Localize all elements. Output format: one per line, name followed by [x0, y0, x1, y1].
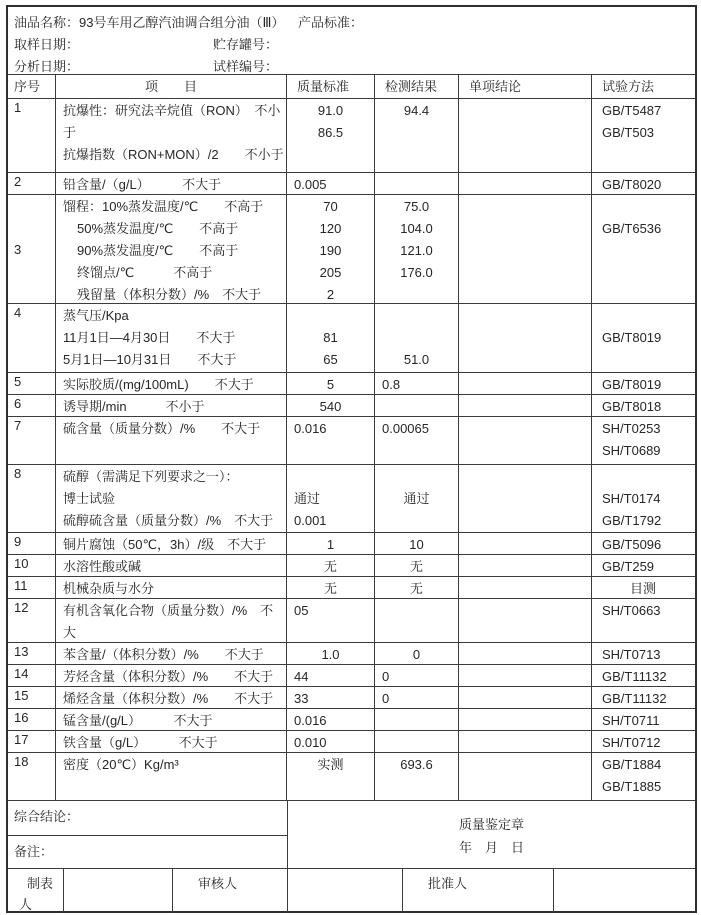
conclusion-cell — [458, 533, 591, 554]
conclusion-cell — [458, 687, 591, 708]
result-cell — [374, 533, 458, 554]
conclusion-cell — [458, 373, 591, 394]
sampling-date-label: 取样日期： — [14, 37, 80, 52]
approver-value — [553, 869, 695, 913]
item-cell — [55, 709, 286, 730]
method-cell — [591, 417, 694, 464]
result-cell — [374, 373, 458, 394]
cell-line: SH/T0253 — [602, 421, 661, 436]
conclusion-cell — [458, 195, 591, 303]
cell-line: GB/T259 — [602, 559, 655, 574]
cell-line: 205 — [319, 265, 342, 280]
approver-label: 批准人 — [402, 869, 553, 913]
cell-line: 0.8 — [382, 377, 401, 392]
serial-cell: 15 — [14, 688, 29, 703]
method-cell — [591, 731, 694, 752]
product-name: 油品名称：93号车用乙醇汽油调合组分油（Ⅲ） — [14, 15, 285, 30]
stamp-date: 年 月 日 — [458, 839, 524, 855]
cell-line — [375, 466, 458, 488]
cell-line: GB/T8018 — [602, 399, 662, 414]
cell-line: 无 — [323, 581, 337, 596]
cell-line: 0.005 — [294, 177, 327, 192]
serial-cell: 12 — [14, 600, 29, 615]
method-cell — [591, 665, 694, 686]
cell-line: 5月1日—10月31日 不大于 — [63, 352, 237, 367]
method-cell — [591, 687, 694, 708]
serial-cell: 4 — [14, 305, 22, 320]
cell-line: 通过 — [294, 491, 321, 506]
table-row — [8, 664, 695, 686]
results-table — [8, 74, 695, 800]
result-cell — [374, 304, 458, 372]
report-meta — [8, 7, 695, 74]
meta-row-3 — [8, 56, 695, 78]
cell-line: 实测 — [317, 757, 344, 772]
cell-line: 91.0 — [317, 103, 344, 118]
cell-line: 693.6 — [400, 757, 433, 772]
standard-cell — [286, 373, 374, 394]
table-row — [8, 642, 695, 664]
table-row — [8, 730, 695, 752]
result-cell — [374, 417, 458, 464]
conclusion-cell — [458, 731, 591, 752]
serial-cell: 7 — [14, 418, 22, 433]
cell-line: 馏程：10%蒸发温度/℃ 不高于 — [63, 199, 264, 214]
serial-cell: 8 — [14, 466, 22, 481]
standard-cell — [286, 173, 374, 194]
method-cell — [591, 395, 694, 416]
footer-summary-left — [8, 801, 287, 868]
conclusion-cell — [458, 173, 591, 194]
cell-line: GB/T11132 — [602, 669, 667, 684]
cell-line: 94.4 — [403, 103, 430, 118]
conclusion-cell — [458, 599, 591, 642]
table-row — [8, 532, 695, 554]
reviewer-value — [287, 869, 402, 913]
cell-line: 05 — [294, 603, 309, 618]
cell-line — [287, 466, 374, 488]
item-cell — [55, 665, 286, 686]
table-row — [8, 172, 695, 194]
cell-line: 90%蒸发温度/℃ 不高于 — [77, 243, 239, 258]
serial-cell: 10 — [14, 556, 29, 571]
conclusion-cell — [458, 643, 591, 664]
cell-line: 5 — [326, 377, 335, 392]
cell-line: SH/T0689 — [602, 443, 661, 458]
cell-line: 铜片腐蚀（50℃，3h）/级 不大于 — [63, 537, 267, 552]
item-cell — [55, 373, 286, 394]
stamp-title: 质量鉴定章 — [458, 816, 524, 832]
col-header-standard: 质量标准 — [286, 75, 374, 98]
col-header-serial: 序号 — [14, 79, 41, 94]
cell-line: 芳烃含量（体积分数）/% 不大于 — [63, 669, 274, 684]
cell-line: 抗爆指数（RON+MON）/2 不小于 — [63, 147, 284, 162]
cell-line: 0.001 — [294, 513, 327, 528]
table-row — [8, 554, 695, 576]
result-cell — [374, 753, 458, 800]
footer-summary — [8, 800, 695, 868]
cell-line: 120 — [319, 221, 342, 236]
serial-cell: 1 — [14, 100, 22, 115]
cell-line: GB/T11132 — [602, 691, 667, 706]
item-cell — [55, 304, 286, 372]
meta-row-1 — [8, 12, 695, 34]
cell-line: 博士试验 — [63, 491, 116, 506]
standard-cell — [286, 665, 374, 686]
method-cell — [591, 373, 694, 394]
table-row — [8, 194, 695, 303]
conclusion-cell — [458, 304, 591, 372]
cell-line: 铁含量（g/L） 不大于 — [63, 735, 218, 750]
method-cell — [591, 599, 694, 642]
method-cell — [591, 577, 694, 598]
cell-line: 实际胶质/(mg/100mL) 不大于 — [63, 377, 254, 392]
cell-line: 0.016 — [294, 421, 327, 436]
cell-line: 苯含量/（体积分数）/% 不大于 — [63, 647, 264, 662]
cell-line: 无 — [409, 581, 423, 596]
method-cell — [591, 709, 694, 730]
cell-line: 104.0 — [400, 221, 433, 236]
col-header-item: 项 目 — [55, 75, 286, 98]
conclusion-cell — [458, 753, 591, 800]
tabulator-value — [63, 869, 172, 913]
cell-line: 通过 — [403, 491, 430, 506]
signature-row — [8, 868, 695, 913]
analysis-date-label: 分析日期： — [14, 59, 80, 74]
item-cell — [55, 687, 286, 708]
standard-cell — [286, 395, 374, 416]
conclusion-cell — [458, 665, 591, 686]
cell-line: GB/T8020 — [602, 177, 662, 192]
cell-line: 1 — [326, 537, 335, 552]
cell-line: 65 — [323, 352, 338, 367]
tabulator-label: 制表人 — [19, 876, 54, 912]
table-row — [8, 372, 695, 394]
standard-cell — [286, 195, 374, 303]
cell-line: 176.0 — [400, 265, 433, 280]
cell-line: 目测 — [629, 581, 656, 596]
item-cell — [55, 577, 286, 598]
cell-line: 0.00065 — [382, 421, 429, 436]
cell-line: 诱导期/min 不小于 — [63, 399, 205, 414]
item-cell — [55, 753, 286, 800]
conclusion-cell — [458, 395, 591, 416]
table-row — [8, 598, 695, 642]
cell-line: 0.010 — [294, 735, 327, 750]
result-cell — [374, 395, 458, 416]
cell-line — [592, 305, 694, 327]
col-header-result: 检测结果 — [374, 75, 458, 98]
item-cell — [55, 195, 286, 303]
serial-cell: 11 — [14, 578, 28, 593]
result-cell — [374, 665, 458, 686]
standard-cell — [286, 577, 374, 598]
cell-line — [592, 196, 694, 218]
cell-line: GB/T5096 — [602, 537, 662, 552]
cell-line: 铅含量/（g/L） 不大于 — [63, 177, 222, 192]
cell-line: SH/T0711 — [602, 713, 660, 728]
cell-line: 有机含氧化合物（质量分数）/% 不大 — [63, 603, 274, 640]
serial-cell: 13 — [14, 644, 29, 659]
cell-line: GB/T6536 — [602, 221, 662, 236]
result-cell — [374, 173, 458, 194]
cell-line: 51.0 — [403, 352, 430, 367]
reviewer-label: 审核人 — [172, 869, 287, 913]
item-cell — [55, 555, 286, 576]
standard-cell — [286, 731, 374, 752]
stamp-area — [287, 801, 695, 868]
col-header-conclusion: 单项结论 — [458, 75, 591, 98]
col-header-method: 试验方法 — [591, 75, 694, 98]
cell-line: 烯烃含量（体积分数）/% 不大于 — [63, 691, 274, 706]
conclusion-cell — [458, 709, 591, 730]
cell-line: 0 — [382, 691, 390, 706]
standard-cell — [286, 555, 374, 576]
standard-cell — [286, 417, 374, 464]
cell-line: GB/T5487 — [602, 103, 662, 118]
standard-cell — [286, 304, 374, 372]
product-standard-label: 产品标准： — [298, 15, 364, 30]
serial-cell: 14 — [14, 666, 29, 681]
cell-line: 1.0 — [321, 647, 340, 662]
cell-line: GB/T8019 — [602, 377, 662, 392]
standard-cell — [286, 599, 374, 642]
cell-line — [375, 305, 458, 327]
conclusion-cell — [458, 555, 591, 576]
table-row — [8, 416, 695, 464]
cell-line: 190 — [319, 243, 342, 258]
cell-line: SH/T0663 — [602, 603, 661, 618]
table-row — [8, 98, 695, 172]
cell-line: SH/T0174 — [602, 491, 661, 506]
item-cell — [55, 599, 286, 642]
standard-cell — [286, 533, 374, 554]
cell-line: 75.0 — [403, 199, 430, 214]
meta-row-2 — [8, 34, 695, 56]
result-cell — [374, 731, 458, 752]
result-cell — [374, 577, 458, 598]
item-cell — [55, 731, 286, 752]
cell-line: 540 — [319, 399, 342, 414]
conclusion-cell — [458, 99, 591, 172]
conclusion-cell — [458, 417, 591, 464]
cell-line: 0 — [382, 669, 390, 684]
item-cell — [55, 417, 286, 464]
storage-tank-label: 贮存罐号： — [213, 37, 279, 52]
standard-cell — [286, 643, 374, 664]
method-cell — [591, 643, 694, 664]
serial-cell: 3 — [14, 242, 22, 257]
conclusion-cell — [458, 577, 591, 598]
serial-cell: 16 — [14, 710, 29, 725]
cell-line: 33 — [294, 691, 309, 706]
cell-line: 残留量（体积分数）/% 不大于 — [77, 287, 262, 302]
cell-line: 硫含量（质量分数）/% 不大于 — [63, 421, 261, 436]
cell-line: 44 — [294, 669, 309, 684]
item-cell — [55, 465, 286, 532]
overall-conclusion-label: 综合结论： — [14, 809, 80, 824]
method-cell — [591, 195, 694, 303]
cell-line: 机械杂质与水分 — [63, 581, 155, 596]
cell-line: SH/T0713 — [602, 647, 661, 662]
cell-line: 11月1日—4月30日 不大于 — [63, 330, 236, 345]
table-row — [8, 464, 695, 532]
cell-line: 70 — [323, 199, 338, 214]
result-cell — [374, 195, 458, 303]
serial-cell: 5 — [14, 374, 22, 389]
result-cell — [374, 709, 458, 730]
method-cell — [591, 99, 694, 172]
method-cell — [591, 173, 694, 194]
method-cell — [591, 753, 694, 800]
sample-number-label: 试样编号： — [213, 59, 279, 74]
item-cell — [55, 643, 286, 664]
cell-line: 密度（20℃）Kg/m³ — [63, 757, 179, 772]
table-row — [8, 708, 695, 730]
cell-line: 终馏点/℃ 不高于 — [77, 265, 213, 280]
cell-line — [592, 466, 694, 488]
conclusion-cell — [458, 465, 591, 532]
remark-label: 备注： — [8, 835, 287, 869]
serial-cell: 18 — [14, 754, 29, 769]
standard-cell — [286, 687, 374, 708]
cell-line: 50%蒸发温度/℃ 不高于 — [77, 221, 239, 236]
table-row — [8, 576, 695, 598]
serial-cell: 9 — [14, 534, 22, 549]
cell-line: 81 — [323, 330, 338, 345]
result-cell — [374, 687, 458, 708]
cell-line: GB/T1884 — [602, 757, 662, 772]
cell-line: 硫醇（需满足下列要求之一）： — [63, 469, 239, 484]
item-cell — [55, 533, 286, 554]
cell-line: 0.016 — [294, 713, 327, 728]
cell-line: GB/T1885 — [602, 779, 662, 794]
result-cell — [374, 643, 458, 664]
serial-cell: 6 — [14, 396, 22, 411]
standard-cell — [286, 753, 374, 800]
result-cell — [374, 555, 458, 576]
cell-line: GB/T1792 — [602, 513, 662, 528]
cell-line: 86.5 — [317, 125, 344, 140]
serial-cell: 17 — [14, 732, 29, 747]
report-sheet — [6, 5, 697, 913]
standard-cell — [286, 709, 374, 730]
table-row — [8, 752, 695, 800]
cell-line: 0 — [412, 647, 421, 662]
cell-line: 121.0 — [400, 243, 433, 258]
cell-line: 硫醇硫含量（质量分数）/% 不大于 — [63, 513, 274, 528]
item-cell — [55, 395, 286, 416]
table-row — [8, 686, 695, 708]
serial-cell: 2 — [14, 174, 22, 189]
cell-line: 无 — [409, 559, 423, 574]
item-cell — [55, 99, 286, 172]
table-row — [8, 394, 695, 416]
cell-line: SH/T0712 — [602, 735, 661, 750]
method-cell — [591, 533, 694, 554]
cell-line: 2 — [326, 287, 335, 302]
result-cell — [374, 99, 458, 172]
cell-line — [287, 305, 374, 327]
cell-line: GB/T503 — [602, 125, 655, 140]
cell-line — [375, 327, 458, 349]
cell-line: GB/T8019 — [602, 330, 662, 345]
cell-line: 蒸气压/Kpa — [63, 308, 129, 323]
method-cell — [591, 555, 694, 576]
cell-line: 抗爆性：研究法辛烷值（RON） 不小 — [63, 103, 281, 118]
cell-line: 于 — [63, 125, 77, 140]
result-cell — [374, 599, 458, 642]
standard-cell — [286, 465, 374, 532]
cell-line: 锰含量/(g/L） 不大于 — [63, 713, 213, 728]
table-row — [8, 303, 695, 372]
standard-cell — [286, 99, 374, 172]
cell-line: 无 — [323, 559, 337, 574]
method-cell — [591, 465, 694, 532]
result-cell — [374, 465, 458, 532]
item-cell — [55, 173, 286, 194]
cell-line: 10 — [409, 537, 424, 552]
method-cell — [591, 304, 694, 372]
cell-line: 水溶性酸或碱 — [63, 559, 142, 574]
